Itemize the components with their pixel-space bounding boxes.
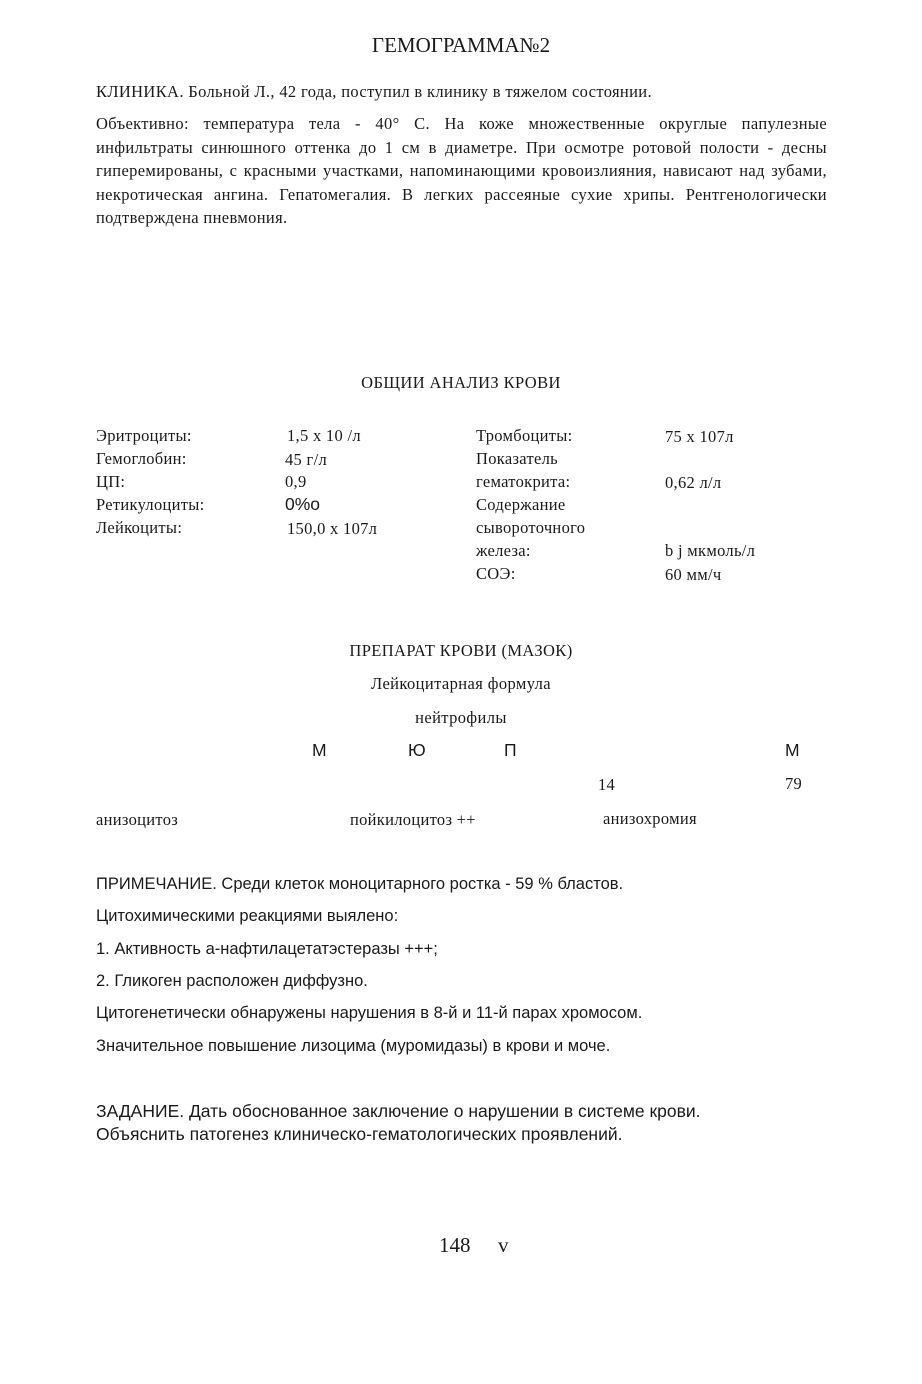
analysis-value: 45 г/л [285, 450, 328, 469]
formula-value: 14 [598, 775, 616, 794]
analysis-label: гематокрита: [476, 472, 571, 491]
analysis-label: Ретикулоциты: [96, 495, 205, 514]
formula-column-header: М [785, 740, 800, 760]
morphology-item: анизохромия [603, 809, 697, 828]
analysis-heading: ОБЩИИ АНАЛИЗ КРОВИ [361, 373, 561, 392]
page-mark: v [498, 1233, 509, 1257]
clinic-objective: Объективно: температура тела - 40° С. На коже множественные округлые папулезные инфильтраты синюшного оттенка до 1 см в диаметре. При осмотре ротовой полости - десны гиперемированы, с красными участками, напоминающими кровоизлияния, нависают над зубами, некротическая ангина. Гепатомегалия. В легких рассеяные сухие хрипы. Рентгенологически подтверждена пневмония. [96, 114, 827, 227]
page-title: ГЕМОГРАММА№2 [371, 33, 551, 57]
analysis-label: Показатель [476, 449, 558, 468]
leukocyte-formula-label: Лейкоцитарная формула [370, 674, 552, 693]
note-line: Цитохимическими реакциями выялено: [96, 907, 399, 925]
task-line: ЗАДАНИЕ. Дать обоснованное заключение о нарушении в системе крови. [96, 1101, 701, 1121]
neutrophils-label: нейтрофилы [415, 708, 507, 727]
analysis-value: 0,9 [285, 472, 307, 491]
analysis-label: Содержание [476, 495, 566, 514]
clinic-intro: КЛИНИКА. Больной Л., 42 года, поступил в клинику в тяжелом состоянии. [96, 82, 652, 101]
morphology-item: анизоцитоз [96, 810, 179, 829]
morphology-item: пойкилоцитоз ++ [350, 810, 476, 829]
analysis-label: СОЭ: [476, 564, 516, 583]
analysis-label: Эритроциты: [96, 426, 192, 445]
esr-value: 60 мм/ч [665, 565, 722, 584]
analysis-label: ЦП: [96, 472, 126, 491]
note-line: Цитогенетически обнаружены нарушения в 8-й и 11-й парах хромосом. [96, 1004, 643, 1022]
note-line: 1. Активность а-нафтилацетатэстеразы +++; [96, 940, 438, 958]
analysis-label: сывороточного [476, 518, 586, 537]
analysis-label: Гемоглобин: [96, 449, 187, 468]
smear-heading: ПРЕПАРАТ КРОВИ (МАЗОК) [349, 641, 573, 660]
note-line: 2. Гликоген расположен диффузно. [96, 972, 368, 990]
hematocrit-value: 0,62 л/л [665, 473, 722, 492]
task-line: Объяснить патогенез клиническо-гематологических проявлений. [96, 1124, 623, 1144]
formula-column-header: П [504, 740, 517, 760]
analysis-value: 1,5 x 10 /л [287, 426, 361, 445]
analysis-label: Тромбоциты: [476, 426, 573, 445]
formula-value: 79 [785, 774, 803, 793]
analysis-label: Лейкоциты: [96, 518, 183, 537]
platelets-value: 75 x 107л [665, 427, 734, 446]
note-line: ПРИМЕЧАНИЕ. Среди клеток моноцитарного ростка - 59 % бластов. [96, 875, 624, 893]
analysis-label: железа: [476, 541, 531, 560]
formula-column-header: М [312, 740, 327, 760]
page-number: 148 [439, 1233, 471, 1257]
note-line: Значительное повышение лизоцима (муромидазы) в крови и моче. [96, 1037, 611, 1055]
analysis-value: 150,0 x 107л [287, 519, 378, 538]
formula-column-header: Ю [408, 740, 426, 760]
iron-value: b j мкмоль/л [665, 541, 756, 560]
analysis-value: 0%о [285, 494, 321, 514]
